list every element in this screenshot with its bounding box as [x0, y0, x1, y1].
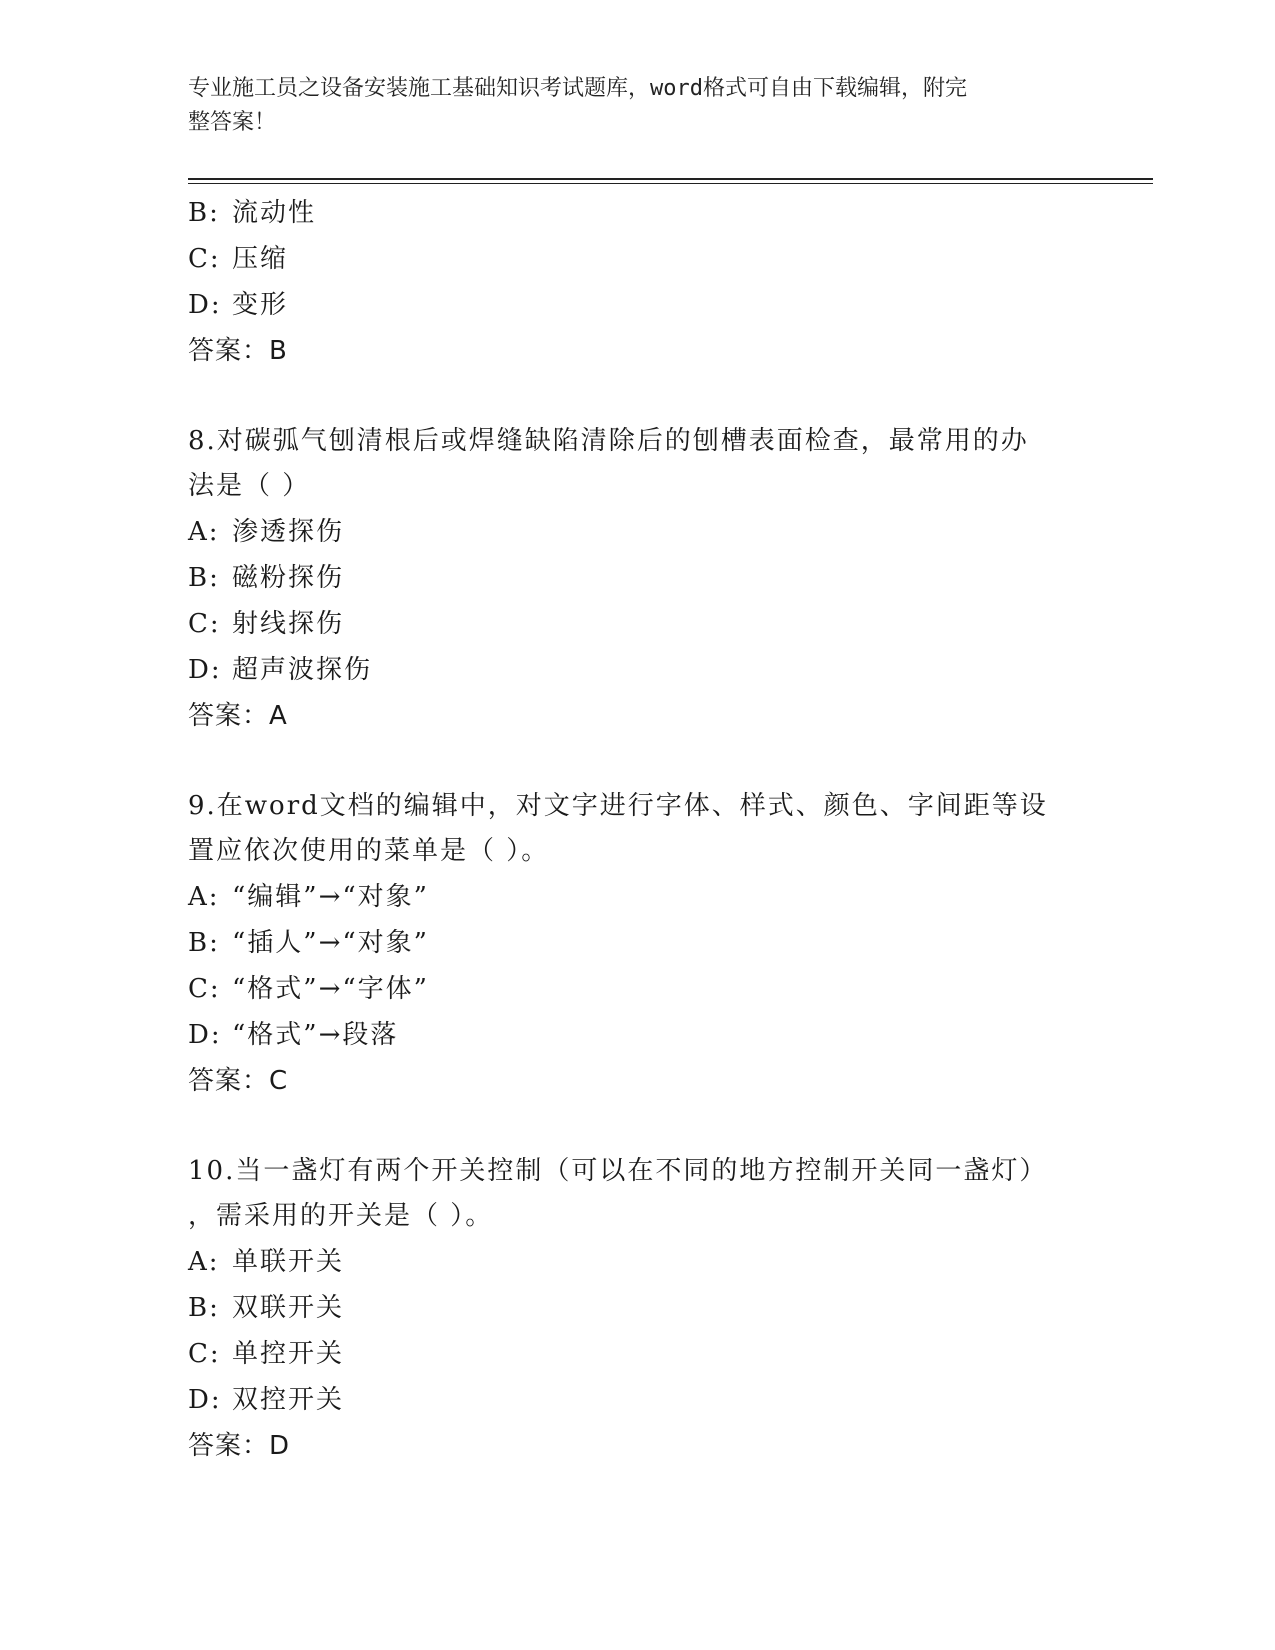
- question-text-line: 9.在word文档的编辑中，对文字进行字体、样式、颜色、字间距等设: [188, 791, 1048, 821]
- option-letter: B:: [188, 563, 220, 593]
- option-d: [188, 1012, 1088, 1058]
- option-letter: C:: [188, 974, 221, 1004]
- option-text: “插人”→“对象”: [232, 928, 429, 958]
- option-letter: A:: [188, 1247, 220, 1277]
- spacer: [188, 374, 1088, 419]
- question-text-line: 法是（ ）: [188, 471, 311, 501]
- question-text-line: 10.当一盏灯有两个开关控制（可以在不同的地方控制开关同一盏灯）: [188, 1156, 1048, 1186]
- answer-line: 答案：C: [188, 1066, 289, 1096]
- option-d: [188, 647, 1088, 693]
- option-a: [188, 1239, 1088, 1285]
- answer-line: 答案：D: [188, 1431, 291, 1461]
- option-a: [188, 509, 1088, 555]
- header-divider-thick: [188, 178, 1153, 180]
- question-content: [188, 190, 1088, 1469]
- option-letter: D:: [188, 1385, 222, 1415]
- option-letter: D:: [188, 1020, 222, 1050]
- option-letter: C:: [188, 244, 221, 274]
- option-b: [188, 190, 1088, 236]
- option-letter: B:: [188, 1293, 220, 1323]
- option-text: 压缩: [232, 244, 289, 274]
- question-10: [188, 1149, 1088, 1469]
- option-letter: D:: [188, 290, 222, 320]
- option-text: 磁粉探伤: [232, 563, 345, 593]
- option-c: [188, 966, 1088, 1012]
- spacer: [188, 739, 1088, 784]
- question-9: [188, 784, 1088, 1104]
- option-text: 流动性: [232, 198, 317, 228]
- option-letter: D:: [188, 655, 222, 685]
- answer-line: 答案：B: [188, 336, 288, 366]
- option-b: [188, 1285, 1088, 1331]
- question-text-line: 8.对碳弧气刨清根后或焊缝缺陷清除后的刨槽表面检查，最常用的办: [188, 426, 1029, 456]
- option-text: 双控开关: [232, 1385, 345, 1415]
- option-letter: A:: [188, 517, 220, 547]
- option-letter: B:: [188, 198, 220, 228]
- header-divider-thin: [188, 183, 1153, 184]
- partial-question: [188, 190, 1088, 374]
- spacer: [188, 1104, 1088, 1149]
- option-letter: C:: [188, 1339, 221, 1369]
- option-letter: C:: [188, 609, 221, 639]
- option-text: 变形: [232, 290, 289, 320]
- option-text: 单联开关: [232, 1247, 345, 1277]
- option-c: [188, 601, 1088, 647]
- option-d: [188, 282, 1088, 328]
- option-b: [188, 920, 1088, 966]
- option-text: 渗透探伤: [232, 517, 345, 547]
- header-line-2: 整答案！: [188, 110, 277, 135]
- option-text: “编辑”→“对象”: [232, 882, 429, 912]
- option-text: “格式”→段落: [232, 1020, 399, 1050]
- question-text-line: ，需采用的开关是（ ）。: [188, 1201, 494, 1231]
- option-c: [188, 1331, 1088, 1377]
- option-letter: B:: [188, 928, 220, 958]
- page-header: [188, 72, 1068, 140]
- option-text: 超声波探伤: [232, 655, 373, 685]
- option-text: “格式”→“字体”: [232, 974, 429, 1004]
- option-d: [188, 1377, 1088, 1423]
- option-text: 双联开关: [232, 1293, 345, 1323]
- option-letter: A:: [188, 882, 220, 912]
- answer-line: 答案：A: [188, 701, 288, 731]
- option-c: [188, 236, 1088, 282]
- option-text: 单控开关: [232, 1339, 345, 1369]
- question-text-line: 置应依次使用的菜单是（ ）。: [188, 836, 550, 866]
- option-a: [188, 874, 1088, 920]
- question-8: [188, 419, 1088, 739]
- option-b: [188, 555, 1088, 601]
- option-text: 射线探伤: [232, 609, 345, 639]
- header-line-1: 专业施工员之设备安装施工基础知识考试题库，word格式可自由下载编辑，附完: [188, 76, 967, 101]
